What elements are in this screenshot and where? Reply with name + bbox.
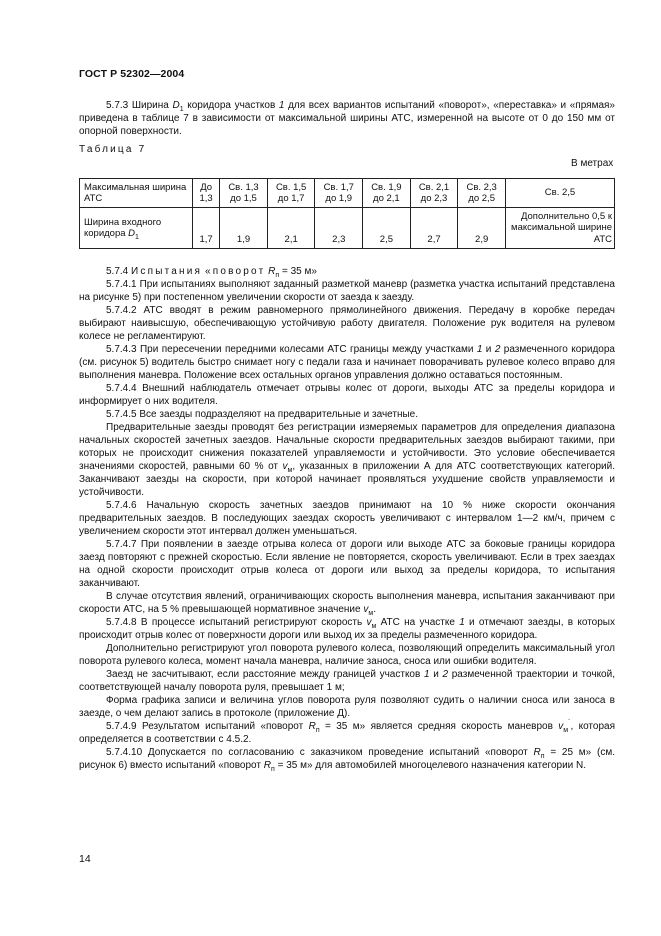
- table-cell: 2,3: [315, 208, 363, 249]
- table-row-label: Ширина входного коридора $D_1$: [80, 208, 193, 249]
- paragraph-5-7-4-4: 5.7.4.4 Внешний наблюдатель отмечает отрывы колес от дороги, выходы АТС за пределы коридора и информирует о них водителя.: [79, 383, 615, 407]
- paragraph-5-7-4-9: 5.7.4.9 Результатом испытаний «поворот $R_п = 35$ м» является средняя скорость маневров $v_м^´$, которая определяется в соответствии с 4.5.2.: [79, 719, 615, 745]
- document-header: ГОСТ Р 52302—2004: [79, 68, 185, 80]
- table-cell: Дополнительно 0,5 к максимальной ширине АТС: [506, 208, 615, 249]
- paragraph-5-7-4-7: 5.7.4.7 При появлении в заезде отрыва колеса от дороги или выходе АТС за боковые границы коридора заезд повторяют с прежней скоростью. Если явление не повторяется, скорость увеличивают. Если в трех заездах на одной скорости происходит отрыв колеса от дороги или выход за пределы коридора, то испытания заканчивают.: [79, 539, 615, 589]
- table-units: В метрах: [571, 158, 614, 169]
- table-header-cell: Св. 1,5 до 1,7: [267, 179, 315, 208]
- paragraph-5-7-4-1: 5.7.4.1 При испытаниях выполняют заданный разметкой маневр (разметка участка испытаний представлена на рисунке 5) при постепенном увеличении скорости от заезда к заезду.: [79, 279, 615, 303]
- table-header-row: [80, 179, 615, 208]
- section-5-7-4-title: 5.7.4 Испытания «поворот $R_п = 35$ м»: [106, 266, 317, 279]
- paragraph-5-7-4-10: 5.7.4.10 Допускается по согласованию с заказчиком проведение испытаний «поворот $R_п = 25$ м» (см. рисунок 6) вместо испытаний «поворот $R_п = 35$ м» для автомобилей многоцелевого назначения категории N.: [79, 747, 615, 773]
- table-header-cell: Максимальная ширина АТС: [80, 179, 193, 208]
- table-header-cell: Св. 1,9 до 2,1: [363, 179, 411, 208]
- paragraph-additional-registration: Дополнительно регистрируют угол поворота рулевого колеса, позволяющий определить максимальный угол поворота рулевого колеса, момент начала маневра, наличие заноса, сноса или ошибки водителя.: [79, 643, 615, 667]
- paragraph-graph-form: Форма графика записи и величина углов поворота руля позволяют судить о наличии сноса или заноса в заезде, о чем делают запись в протоколе (приложение Д).: [79, 695, 615, 719]
- paragraph-absence-of-phenomena: В случае отсутствия явлений, ограничивающих скорость выполнения маневра, испытания заканчивают при скорости АТС, на 5 % превышающей нормативное значение $v_м$.: [79, 591, 615, 617]
- paragraph-5-7-4-3: 5.7.4.3 При пересечении передними колесами АТС границы между участками 1 и 2 размеченного коридора (см. рисунок 5) водитель быстро снимает ногу с педали газа и начинает поворачивать рулевое колесо вправо для выполнения маневра. Положение всех остальных органов управления должно оставаться постоянным.: [79, 344, 615, 381]
- table-row: [80, 208, 615, 249]
- table-header-cell: Св. 2,5: [506, 179, 615, 208]
- table-header-cell: Св. 2,3 до 2,5: [458, 179, 506, 208]
- paragraph-run-not-counted: Заезд не засчитывают, если расстояние между границей участков 1 и 2 размеченной траектории и точкой, соответствующей началу поворота руля, превышает 1 м;: [79, 669, 615, 693]
- table-caption: Таблица 7: [79, 144, 147, 155]
- table-cell: 2,5: [363, 208, 411, 249]
- table-header-cell: Св. 2,1 до 2,3: [410, 179, 458, 208]
- text-flow: [79, 265, 615, 772]
- page-number: 14: [79, 853, 91, 865]
- table-header-cell: Св. 1,3 до 1,5: [220, 179, 268, 208]
- table-header-cell: Св. 1,7 до 1,9: [315, 179, 363, 208]
- table-7: [79, 178, 615, 249]
- paragraph-5-7-4-8: 5.7.4.8 В процессе испытаний регистрируют скорость $v_м$ АТС на участке 1 и отмечают заезды, в которых происходит отрыв колес от поверхности дороги или выход их за пределы размеченного коридора.: [79, 617, 615, 641]
- table-cell: 2,9: [458, 208, 506, 249]
- table-cell: 1,9: [220, 208, 268, 249]
- table-header-cell: До 1,3: [193, 179, 220, 208]
- table-cell: 2,7: [410, 208, 458, 249]
- paragraph-5-7-4-5: 5.7.4.5 Все заезды подразделяют на предварительные и зачетные.: [106, 409, 419, 420]
- paragraph-5-7-4-2: 5.7.4.2 АТС вводят в режим равномерного прямолинейного движения. Передачу в коробке передач выбирают наивысшую, обеспечивающую устойчивую работу двигателя. Положение рук водителя на рулевом колесе не регламентируют.: [79, 305, 615, 342]
- paragraph-preliminary-runs: Предварительные заезды проводят без регистрации измеряемых параметров для определения диапазона начальных скоростей зачетных заездов. Начальные скорости предварительных заездов выбирают такими, при которых не происходит снижения показателей управляемости и устойчивости. Это условие обеспечивается значениями скоростей, равными 60 % от $v_м$, указанных в приложении А для АТС соответствующих категорий. Заканчивают заезды на скорости, при которой начинает проявляться ухудшение свойств управляемости и устойчивости.: [79, 422, 615, 498]
- paragraph-5-7-4-6: 5.7.4.6 Начальную скорость зачетных заездов принимают на 10 % ниже скорости окончания предварительных заездов. В последующих заездах скорость увеличивают с интервалом 1—2 км/ч, причем с увеличением скорости этот интервал должен уменьшаться.: [79, 500, 615, 537]
- paragraph-5-7-3: 5.7.3 Ширина $D_1$ коридора участков 1 для всех вариантов испытаний «поворот», «переставка» и «прямая» приведена в таблице 7 в зависимости от максимальной ширины АТС, измеренной на высоте от 0 до 150 мм от опорной поверхности.: [79, 100, 615, 137]
- table-cell: 2,1: [267, 208, 315, 249]
- table-cell: 1,7: [193, 208, 220, 249]
